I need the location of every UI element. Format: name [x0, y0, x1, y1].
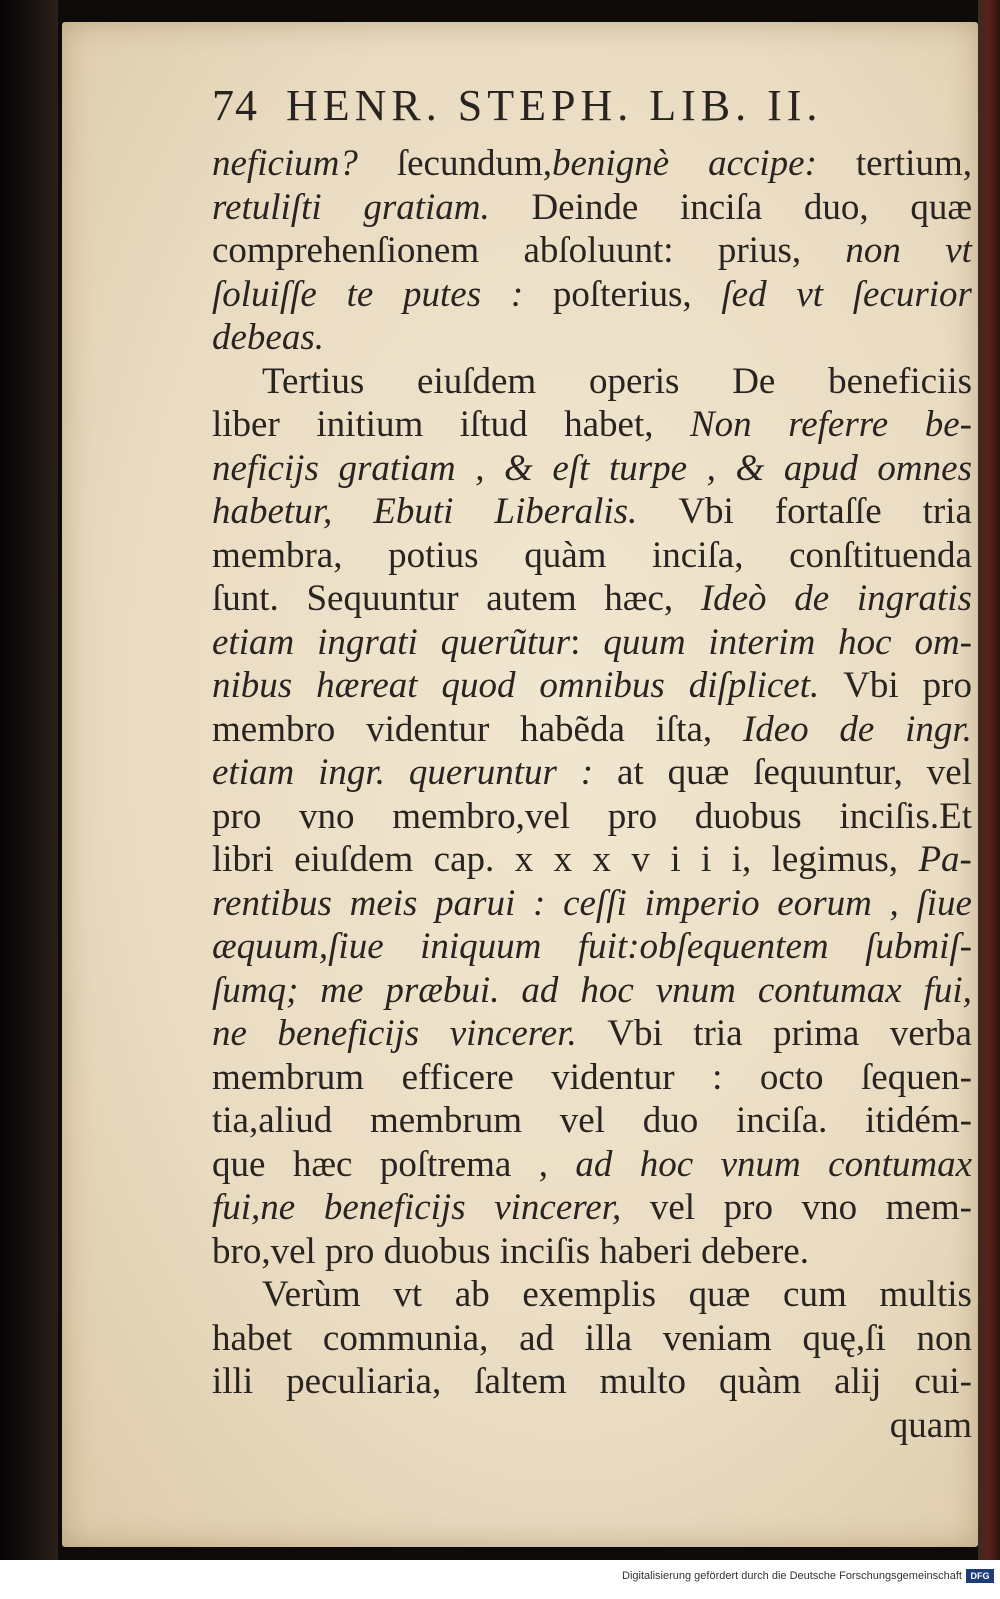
word: Vbi [607, 1013, 663, 1054]
word: pro [723, 1187, 773, 1228]
text-line [212, 1143, 972, 1187]
text-line [212, 1230, 972, 1274]
word: diſplicet. [688, 665, 820, 706]
word: x [592, 839, 611, 880]
word: rentibus [212, 882, 332, 924]
word: beneficijs [323, 1187, 466, 1228]
word: De [732, 360, 776, 402]
word: x [553, 839, 573, 880]
word: quæ [910, 186, 972, 228]
text-segment: quam [889, 1404, 972, 1446]
word: ingr. [318, 752, 385, 793]
text-line [212, 447, 972, 491]
word: non [845, 230, 901, 271]
word: hoc [580, 969, 634, 1011]
word: vt [796, 273, 824, 315]
word: itidém- [865, 1100, 972, 1141]
word: ſaltem [474, 1361, 567, 1402]
word: contumax [757, 969, 902, 1011]
word: putes [403, 273, 482, 315]
word: fui,ne [212, 1187, 296, 1228]
word: neficium? [212, 143, 358, 184]
word: hæc, [604, 578, 674, 619]
word: prima [773, 1013, 860, 1054]
book-page [62, 22, 978, 1547]
page-number: 74 [212, 81, 258, 130]
word: vincerer, [494, 1187, 622, 1228]
word: autem [486, 578, 577, 619]
text-block [212, 80, 972, 1447]
word: multo [599, 1361, 686, 1402]
word: x [514, 839, 534, 880]
word: iniquum [420, 926, 542, 967]
running-head: HENR. STEPH. LIB. II. [286, 81, 823, 130]
word: fui, [923, 969, 972, 1011]
word: inciſa. [735, 1100, 828, 1141]
word: inciſa [680, 186, 763, 228]
word: ſiue [916, 882, 972, 924]
word: beneficiis [828, 360, 972, 402]
word: imperio [644, 882, 760, 924]
word: Ebuti [373, 491, 454, 532]
word: videntur [551, 1056, 675, 1098]
word: ad [575, 1143, 613, 1185]
word: cui- [914, 1361, 972, 1402]
word: tertium, [855, 143, 972, 184]
word: : [533, 882, 546, 924]
word: libri [212, 839, 274, 880]
dfg-logo: DFG [966, 1569, 994, 1583]
word: queruntur [408, 752, 557, 793]
word: æquum,ſiue [212, 926, 384, 967]
text-line [212, 577, 972, 621]
word: i [701, 839, 712, 880]
word: habẽda [520, 708, 625, 750]
word: , [538, 1143, 548, 1185]
word: Sequuntur [306, 578, 459, 619]
word: vnum [720, 1143, 801, 1185]
text-line [212, 1056, 972, 1100]
text-line [212, 882, 972, 926]
word: ſecundum,benignè [396, 143, 670, 184]
text-line [212, 969, 972, 1013]
word: ſequuntur, [753, 752, 903, 793]
word: vel [559, 1100, 605, 1141]
word: ingr. [905, 708, 972, 750]
text-segment: bro,vel pro duobus inciſis haberi debere. [212, 1230, 809, 1272]
word: be- [924, 404, 972, 445]
text-line [212, 1360, 972, 1404]
text-line [212, 1099, 972, 1143]
word: illi [212, 1361, 254, 1402]
word: non [916, 1317, 972, 1359]
word: & [504, 447, 533, 489]
word: me [320, 969, 364, 1011]
word: peculiaria, [286, 1361, 442, 1402]
word: quàm [718, 1361, 802, 1402]
word: eorum [777, 882, 872, 924]
word: membra, [212, 534, 343, 576]
word: fortaſſe [774, 491, 882, 532]
word: vnum [655, 969, 736, 1011]
page-header [212, 80, 972, 136]
word: quum [603, 621, 686, 663]
word: accipe: [708, 143, 817, 184]
word: poſterius, [552, 273, 692, 315]
word: meis [349, 882, 418, 924]
word: habetur, [212, 491, 333, 532]
text-line [212, 1317, 972, 1361]
word: duobus [694, 795, 802, 837]
text-line [212, 360, 972, 404]
word: ad [521, 969, 559, 1011]
word: præbui. [385, 969, 500, 1011]
word: habet, [564, 404, 654, 445]
word: ſoluiſſe [212, 273, 317, 315]
word: quę,ſi [802, 1317, 886, 1359]
text-line [212, 751, 972, 795]
word: membrum [212, 1056, 365, 1098]
word: te [346, 273, 374, 315]
word: quæ [688, 1274, 751, 1315]
word: Verùm [262, 1274, 361, 1315]
text-line [212, 1186, 972, 1230]
word: inciſis.Et [839, 795, 972, 837]
word: ad [519, 1317, 555, 1359]
word: vt [945, 230, 972, 271]
word: : [510, 273, 524, 315]
text-line [212, 534, 972, 578]
word: habet [212, 1317, 293, 1359]
text-line [212, 490, 972, 534]
word: etiam [212, 621, 295, 663]
word: comprehenſionem [212, 230, 480, 271]
word: ingrati [317, 621, 418, 663]
word: i, [731, 839, 752, 880]
text-line [212, 403, 972, 447]
word: parui [435, 882, 516, 924]
word: : [580, 752, 594, 793]
word: videntur [366, 708, 490, 750]
word: ſequen- [861, 1056, 972, 1098]
word: de [839, 708, 875, 750]
word: turpe [608, 447, 688, 489]
word: hoc [838, 621, 892, 663]
word: omnes [877, 447, 972, 489]
word: ſed [721, 273, 767, 315]
word: contumax [828, 1143, 972, 1185]
word: tria [693, 1013, 743, 1054]
word: alij [834, 1361, 882, 1402]
word: liber [212, 404, 280, 445]
word: vno [299, 795, 355, 837]
text-line [212, 229, 972, 273]
word: Vbi [843, 665, 899, 706]
text-line [212, 1273, 972, 1317]
word: initium [316, 404, 424, 445]
text-line [212, 142, 972, 186]
text-line [212, 186, 972, 230]
text-line [212, 795, 972, 839]
word: querũtur: [440, 621, 581, 663]
word: eiuſdem [294, 839, 414, 880]
word: tria [922, 491, 972, 532]
word: potius [388, 534, 479, 576]
word: interim [708, 621, 816, 663]
word: prius, [717, 230, 802, 271]
word: hæc [292, 1143, 353, 1185]
text-segment: debeas. [212, 317, 324, 358]
word: cap. [433, 839, 495, 880]
text-line [212, 708, 972, 752]
word: ceſſi [563, 882, 627, 924]
text-line [212, 1012, 972, 1056]
word: Non [690, 404, 752, 445]
word: gratiam [338, 447, 456, 489]
word: legimus, [771, 839, 899, 880]
body-text [212, 142, 972, 1447]
word: cum [783, 1274, 847, 1315]
word: ne [212, 1013, 247, 1054]
word: inciſa, [652, 534, 744, 576]
word: vno [801, 1187, 858, 1228]
word: etiam [212, 752, 295, 793]
digitization-footer [0, 1560, 1000, 1599]
word: i [670, 839, 681, 880]
word: eiuſdem [417, 360, 537, 402]
word: omnibus [539, 665, 665, 706]
word: duo [642, 1100, 699, 1141]
word: nibus [212, 665, 293, 706]
word: pro [922, 665, 972, 706]
word: : [712, 1056, 723, 1098]
word: Ideo [742, 708, 809, 750]
word: ſecurior [852, 273, 972, 315]
word: , [889, 882, 899, 924]
text-line [212, 1404, 972, 1448]
word: verba [889, 1013, 972, 1054]
word: retuliſti [212, 186, 322, 228]
word: vincerer. [449, 1013, 577, 1054]
word: Vbi [678, 491, 734, 532]
word: & [735, 447, 765, 489]
word: iſtud [459, 404, 528, 445]
word: conſtituenda [789, 534, 972, 576]
word: fuit:obſequentem [577, 926, 829, 967]
footer-credit: Digitalisierung gefördert durch die Deutsche Forschungsgemeinschaft [622, 1570, 962, 1582]
word: Tertius [262, 360, 365, 402]
word: communia, [322, 1317, 489, 1359]
word: duo, [803, 186, 869, 228]
word: operis [588, 360, 680, 402]
word: vt [393, 1274, 423, 1315]
word: membrum [369, 1100, 523, 1141]
word: membro [212, 708, 336, 750]
word: neficijs [212, 447, 319, 489]
text-line [212, 838, 972, 882]
word: pro [212, 795, 262, 837]
word: abſoluunt: [523, 230, 674, 271]
text-line [212, 621, 972, 665]
word: hoc [639, 1143, 694, 1185]
word: mem- [885, 1187, 972, 1228]
word: ſumq; [212, 969, 299, 1011]
word: pro [607, 795, 658, 837]
word: quod [441, 665, 516, 706]
word: ab [454, 1274, 490, 1315]
word: ſubmiſ- [865, 926, 972, 967]
word: Deinde [531, 186, 639, 228]
word: om- [914, 621, 972, 663]
word: efficere [401, 1056, 514, 1098]
book-binding-right [978, 0, 1000, 1560]
word: exemplis [522, 1274, 656, 1315]
word: multis [879, 1274, 972, 1315]
word: vel [649, 1187, 696, 1228]
word: , [475, 447, 485, 489]
word: ingratis [856, 578, 972, 619]
word: v [631, 839, 650, 880]
word: iſta, [655, 708, 713, 750]
word: de [794, 578, 830, 619]
word: vel [926, 752, 972, 793]
text-line [212, 925, 972, 969]
word: ſunt. [212, 578, 279, 619]
word: que [212, 1143, 266, 1185]
word: eſt [552, 447, 590, 489]
word: octo [759, 1056, 824, 1098]
book-binding-left [0, 0, 58, 1560]
word: Liberalis. [494, 491, 638, 532]
word: hæreat [316, 665, 418, 706]
text-line [212, 273, 972, 317]
word: Ideò [700, 578, 767, 619]
word: quæ [667, 752, 730, 793]
word: illa [584, 1317, 633, 1359]
word: poſtrema [379, 1143, 512, 1185]
word: gratiam. [363, 186, 490, 228]
word: tia,aliud [212, 1100, 333, 1141]
word: membro,vel [392, 795, 571, 837]
word: Pa- [918, 839, 972, 880]
word: veniam [662, 1317, 772, 1359]
word: apud [783, 447, 858, 489]
word: , [706, 447, 716, 489]
word: at [617, 752, 644, 793]
text-line [212, 316, 972, 360]
word: beneficijs [277, 1013, 420, 1054]
word: quàm [524, 534, 607, 576]
word: referre [788, 404, 889, 445]
text-line [212, 664, 972, 708]
